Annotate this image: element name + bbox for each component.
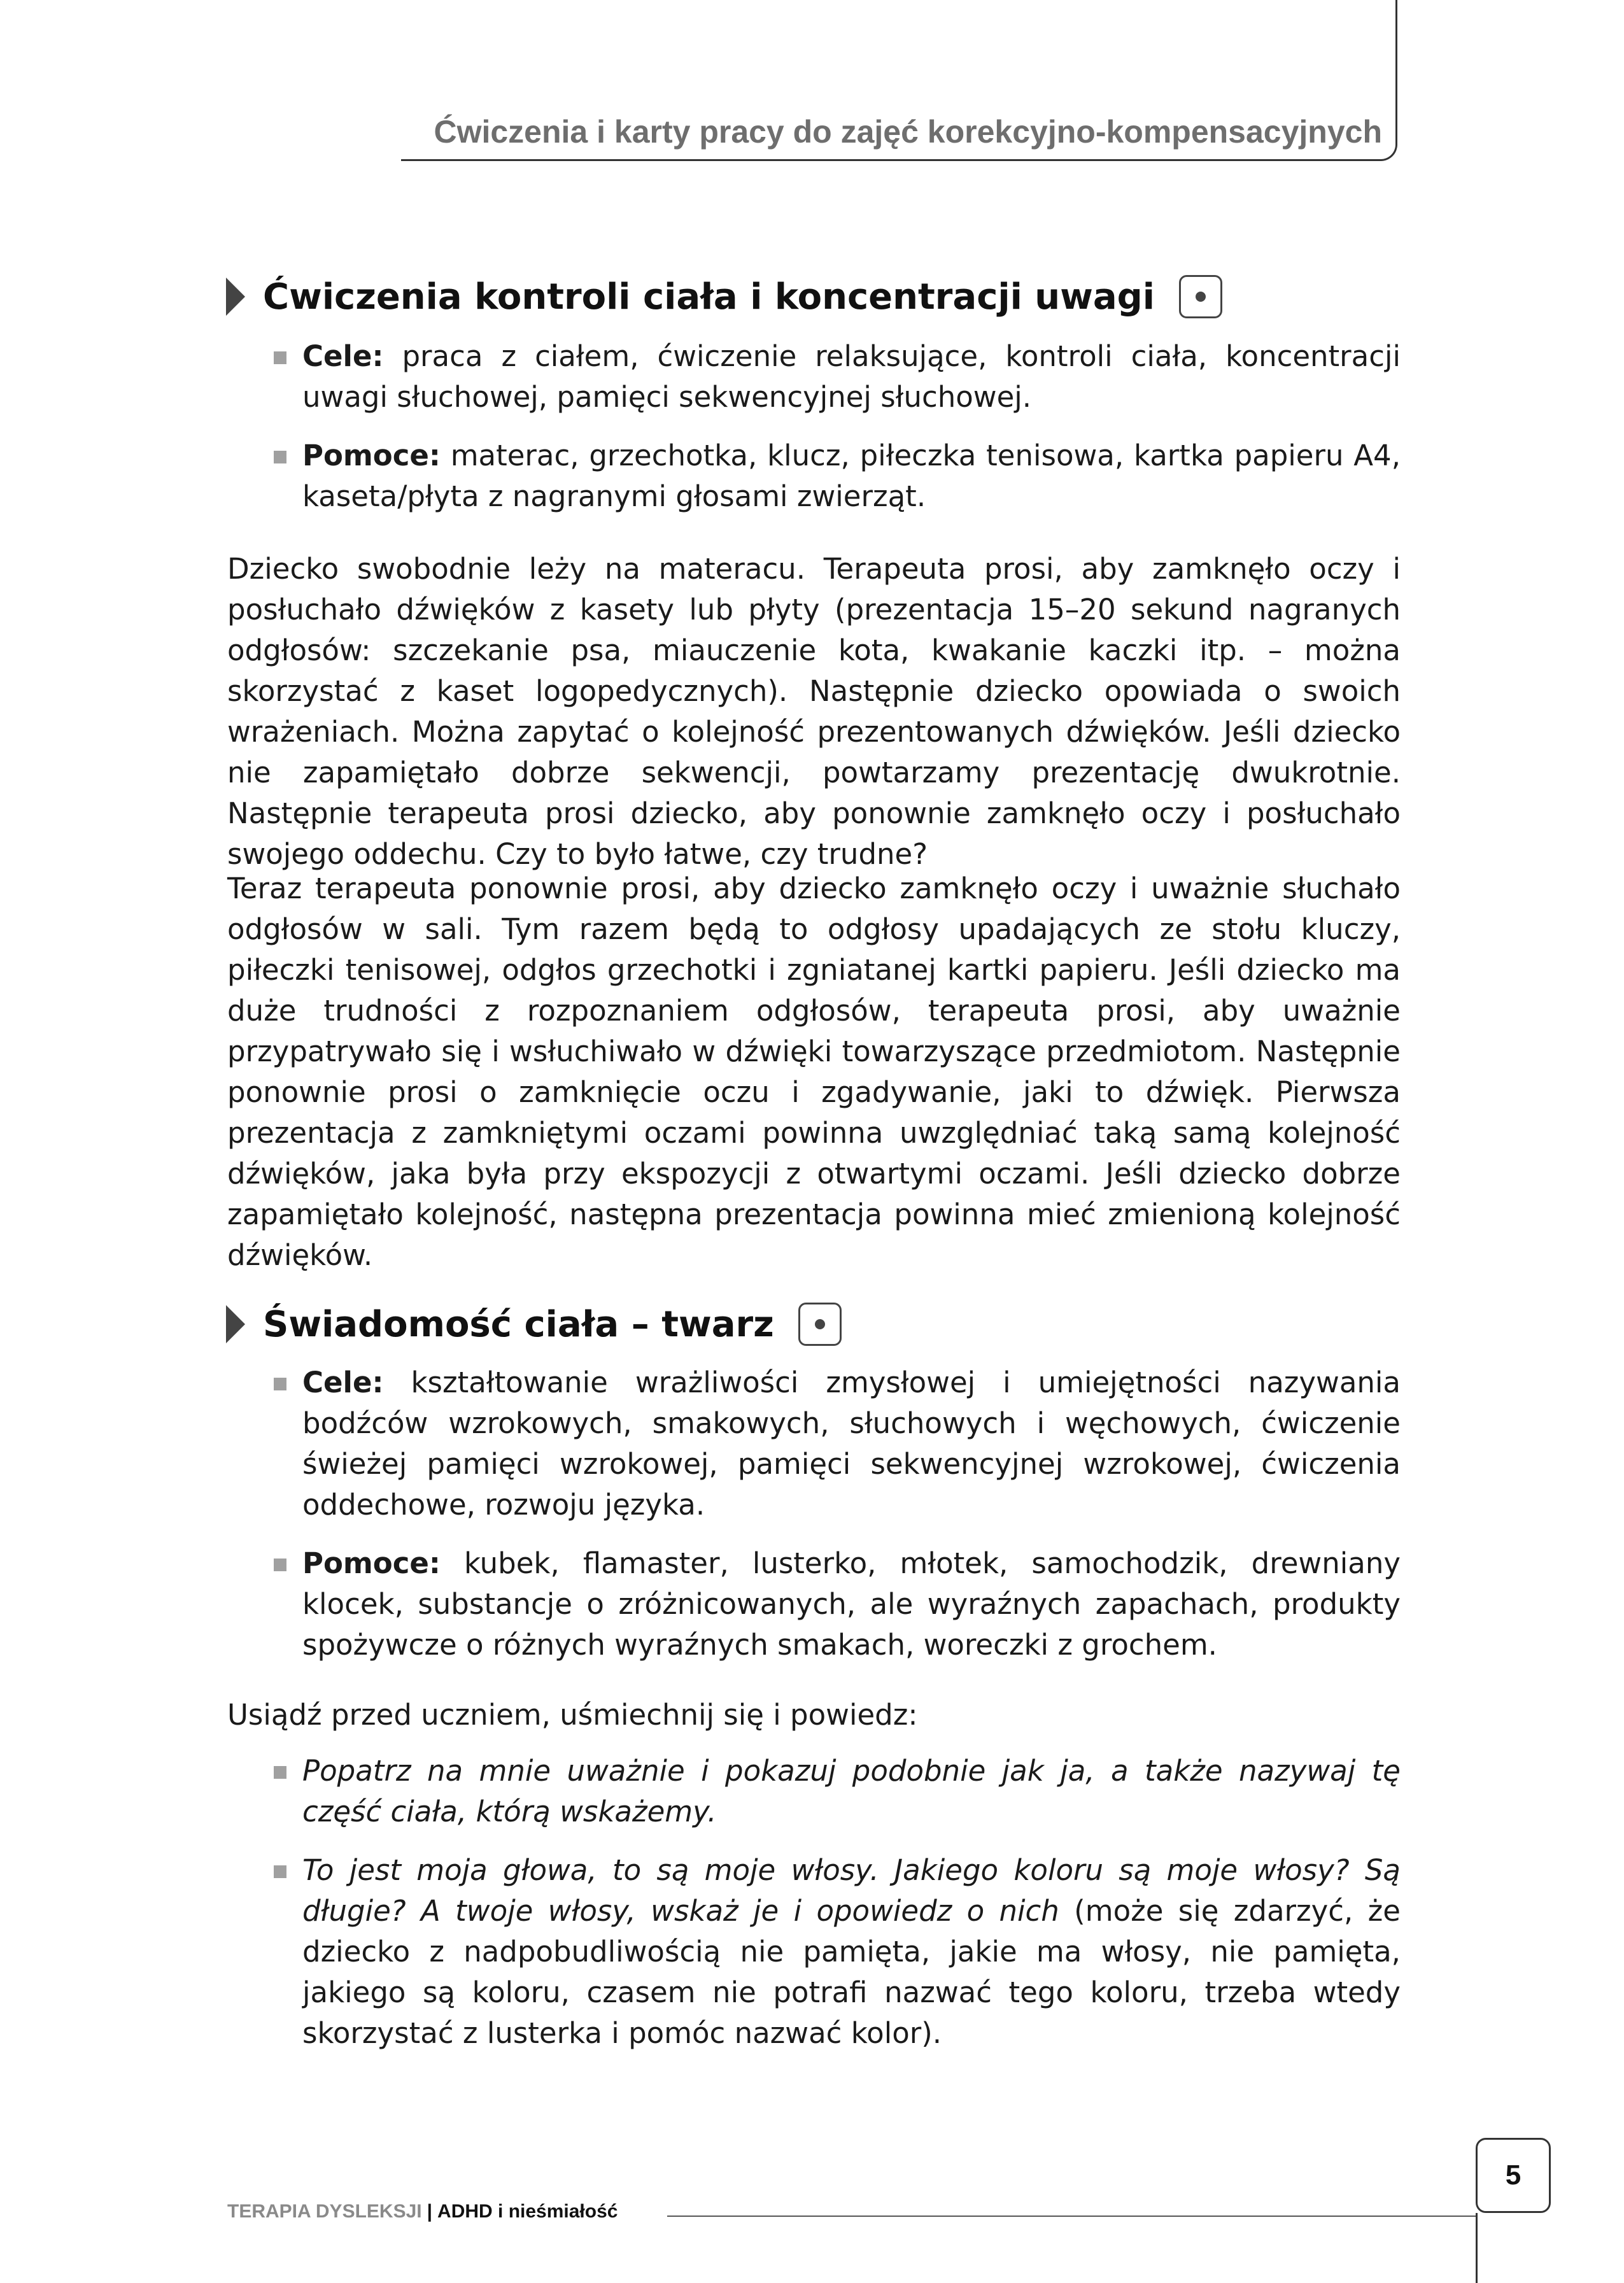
goals-label: Cele:: [302, 339, 384, 373]
square-bullet-icon: [274, 1378, 286, 1390]
section1-paragraph-2: Teraz terapeuta ponownie prosi, aby dziecko zamknęło oczy i uważnie słuchało odgłosów w sali. Tym razem będą to odgłosy upadających ze stołu kluczy, piłeczki tenisowej, odgłos grzechotki i zgniatanej kartki papieru. Jeśli dziecko ma duże trudności z rozpoznaniem odgłosów, terapeuta prosi, aby uważnie przypatrywało się i wsłuchiwało w dźwięki towarzyszące przedmiotom. Następnie ponownie prosi o zamknięcie oczu i zgadywanie, jaki to dźwięk. Pierwsza prezentacja z zamkniętymi oczami powinna uwzględniać taką samą kolejność dźwięków, jaka była przy ekspozycji z otwartymi oczami. Jeśli dziecko dobrze zapamiętało kolejność, następna prezentacja powinna mieć zmienioną kolejność dźwięków.: [227, 872, 1401, 1272]
triangle-right-icon: [226, 1305, 245, 1343]
footer-topic: ADHD i nieśmiałość: [437, 2201, 618, 2222]
section-heading-body-control: [226, 275, 1222, 318]
section1-paragraph-1: Dziecko swobodnie leży na materacu. Terapeuta prosi, aby zamknęło oczy i posłuchało dźwięków z kasety lub płyty (prezentacja 15–20 sekund nagranych odgłosów: szczekanie psa, miauczenie kota, kwakanie kaczki itp. – można skorzystać z kaset logopedycznych). Następnie dziecko opowiada o swoich wrażeniach. Można zapytać o kolejność prezentowanych dźwięków. Jeśli dziecko nie zapamiętało dobrze sekwencji, powtarzamy prezentację dwukrotnie. Następnie terapeuta prosi dziecko, aby ponownie zamknęło oczy i posłuchało swojego oddechu. Czy to było łatwe, czy trudne?: [227, 552, 1401, 871]
page-number-stem: [1476, 2213, 1478, 2283]
section2-instructions-list: [274, 1751, 1401, 2072]
aids-text: kubek, flamaster, lusterko, młotek, samochodzik, drewniany klocek, substancje o zróżnicowanych, ale wyraźnych zapachach, produkty spożywcze o różnych wyraźnych smakach, woreczki z grochem.: [302, 1546, 1401, 1662]
list-item-instruction-1: [274, 1751, 1401, 1832]
instruction-1-text: Popatrz na mnie uważnie i pokazuj podobnie jak ja, a także nazywaj tę część ciała, którą wskażemy.: [302, 1754, 1401, 1828]
footer-brand: TERAPIA DYSLEKSJI: [227, 2201, 422, 2222]
square-bullet-icon: [274, 351, 286, 364]
section1-bullet-list: [274, 336, 1401, 535]
instruction-2-plain: (może się zdarzyć, że dziecko z nadpobudliwością nie pamięta, jakie ma włosy, nie pamięta, jakiego są koloru, czasem nie potrafi nazwać tego koloru, trzeba wtedy skorzystać z lusterka i pomóc nazwać kolor).: [302, 1894, 1401, 2050]
page-number: 5: [1476, 2138, 1551, 2213]
running-header-title: Ćwiczenia i karty pracy do zajęć korekcyjno-kompensacyjnych: [434, 114, 1382, 150]
goals-label: Cele:: [302, 1366, 384, 1399]
triangle-right-icon: [226, 278, 245, 316]
square-bullet-icon: [274, 1766, 286, 1779]
list-item-aids: [274, 1543, 1401, 1665]
footer-rule: [667, 2216, 1476, 2217]
list-item-goals: [274, 1362, 1401, 1525]
section-title: Świadomość ciała – twarz: [263, 1303, 774, 1345]
dot-box-icon: [798, 1303, 842, 1346]
list-item-aids: [274, 435, 1401, 517]
instruction-2-italic: To jest moja głowa, to są moje włosy. Jakiego koloru są moje włosy? Są długie? A twoje włosy, wskaż je i opowiedz o nich: [302, 1853, 1401, 1928]
footer-series: [227, 2201, 624, 2223]
section2-bullet-list: [274, 1362, 1401, 1683]
list-item-instruction-2: [274, 1850, 1401, 2054]
footer-separator: |: [427, 2201, 433, 2222]
section-title: Ćwiczenia kontroli ciała i koncentracji uwagi: [263, 276, 1155, 318]
list-item-goals: [274, 336, 1401, 418]
aids-label: Pomoce:: [302, 1546, 441, 1580]
goals-text: praca z ciałem, ćwiczenie relaksujące, kontroli ciała, koncentracji uwagi słuchowej, pamięci sekwencyjnej słuchowej.: [302, 339, 1401, 414]
dot-icon: [1196, 292, 1206, 302]
dot-box-icon: [1179, 275, 1222, 318]
aids-label: Pomoce:: [302, 439, 441, 472]
square-bullet-icon: [274, 1865, 286, 1878]
square-bullet-icon: [274, 1559, 286, 1571]
aids-text: materac, grzechotka, klucz, piłeczka tenisowa, kartka papieru A4, kaseta/płyta z nagranymi głosami zwierząt.: [302, 439, 1401, 513]
goals-text: kształtowanie wrażliwości zmysłowej i umiejętności nazywania bodźców wzrokowych, smakowych, słuchowych i węchowych, ćwiczenie świeżej pamięci wzrokowej, pamięci sekwencyjnej wzrokowej, ćwiczenia oddechowe, rozwoju języka.: [302, 1366, 1401, 1522]
section2-intro: Usiądź przed uczniem, uśmiechnij się i powiedz:: [227, 1698, 918, 1732]
dot-icon: [815, 1319, 825, 1329]
section-heading-face-awareness: [226, 1303, 842, 1346]
square-bullet-icon: [274, 451, 286, 463]
